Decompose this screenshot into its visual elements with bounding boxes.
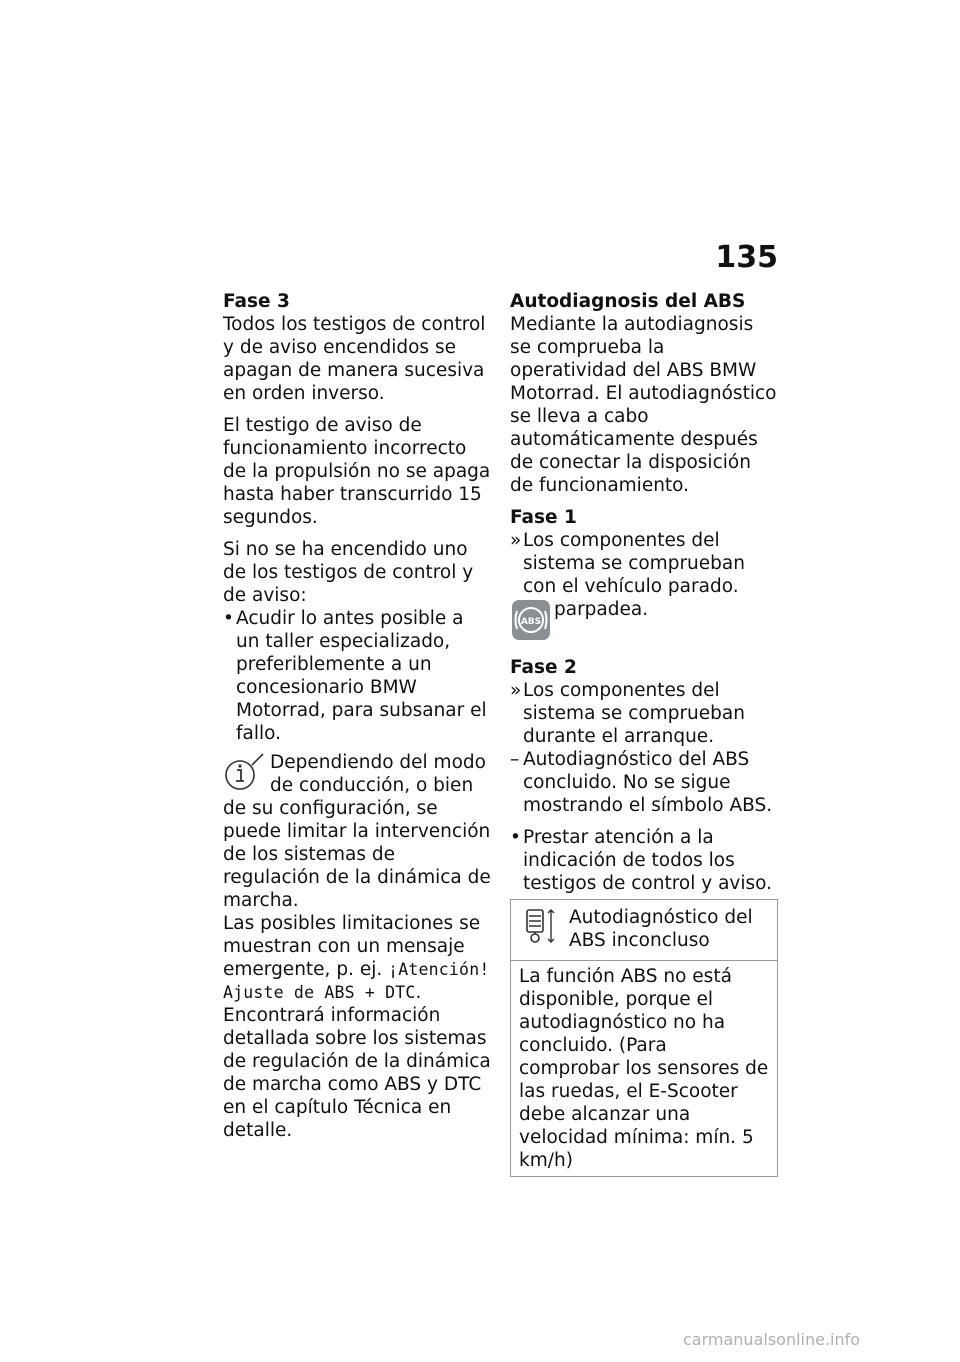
dash-marker: – — [510, 749, 520, 770]
abs-heading: Autodiagnosis del ABS — [510, 291, 746, 312]
abs-intro: Mediante la autodiagnosis se comprueba la operatividad del ABS BMW Motorrad. El autodiagnóstico se lleva a cabo automáticamente después de conectar la disposición de funcionamiento. — [510, 314, 777, 496]
fase2-heading: Fase 2 — [510, 657, 577, 678]
fase1-heading: Fase 1 — [510, 507, 577, 528]
bullet-marker: • — [510, 827, 521, 848]
prestar-item — [510, 826, 778, 895]
note-text-1: Dependiendo del modo de conducción, o bien de su configuración, se puede limitar la intervención de los sistemas de regulación de la dinámica de marcha. — [223, 752, 491, 911]
arrow-marker: » — [510, 530, 522, 551]
propulsion-warning-text: El testigo de aviso de funcionamiento incorrecto de la propulsión no se apaga hasta haber transcurrido 15 segundos. — [223, 415, 491, 528]
note-period: . — [415, 982, 422, 1003]
bullet-marker: • — [223, 608, 234, 629]
fase2-result-text: Autodiagnóstico del ABS concluido. No se sigue mostrando el símbolo ABS. — [523, 749, 773, 816]
abs-diagnosis-icon — [517, 906, 559, 946]
fase1-blink-text: parpadea. — [554, 599, 649, 620]
abs-icon-label: ABS — [520, 617, 542, 627]
box-title: Autodiagnóstico del ABS inconcluso — [569, 907, 753, 951]
missing-lights-text: Si no se ha encendido uno de los testigos de control y de aviso: — [223, 539, 474, 606]
action-list — [223, 607, 491, 745]
fase3-text: Todos los testigos de control y de aviso encendidos se apagan de manera sucesiva en orden inverso. — [223, 314, 486, 404]
right-column — [510, 290, 778, 1177]
fase1-text: Los componentes del sistema se comprueban con el vehículo parado. — [523, 530, 745, 597]
watermark: carmanualsonline.info — [683, 1330, 861, 1349]
note-text-3: Encontrará información detallada sobre los sistemas de regulación de la dinámica de marcha como ABS y DTC en el capítulo Técnica en detalle. — [223, 1005, 491, 1141]
abs-incomplete-box — [510, 899, 778, 1177]
list-item — [223, 607, 491, 745]
fase3-heading: Fase 3 — [223, 291, 290, 312]
arrow-marker: » — [510, 680, 522, 701]
box-body: La función ABS no está disponible, porque el autodiagnóstico no ha concluido. (Para comprobar los sensores de las ruedas, el E-Scooter debe alcanzar una velocidad mínima: mín. 5 km/h) — [519, 966, 769, 1171]
abs-blink-line — [510, 598, 778, 640]
note-text-2: Las posibles limitaciones se muestran con un mensaje emergente, p. ej. — [223, 913, 481, 980]
box-header — [511, 900, 777, 961]
info-icon — [223, 751, 267, 793]
info-note — [223, 751, 491, 1142]
prestar-text: Prestar atención a la indicación de todos los testigos de control y aviso. — [523, 827, 773, 894]
fase1-item — [510, 529, 778, 598]
fase2-item — [510, 679, 778, 748]
page-number: 135 — [715, 240, 778, 275]
abs-warning-icon — [512, 600, 550, 640]
fase2-text: Los componentes del sistema se comprueban durante el arranque. — [523, 680, 745, 747]
popup-message: ¡Atención! Ajuste de ABS + DTC — [223, 960, 490, 1002]
left-column — [223, 290, 491, 1142]
fase2-result — [510, 748, 778, 817]
bullet-text: Acudir lo antes posible a un taller especializado, preferiblemente a un concesionario BMW Motorrad, para subsanar el fallo. — [236, 608, 487, 744]
